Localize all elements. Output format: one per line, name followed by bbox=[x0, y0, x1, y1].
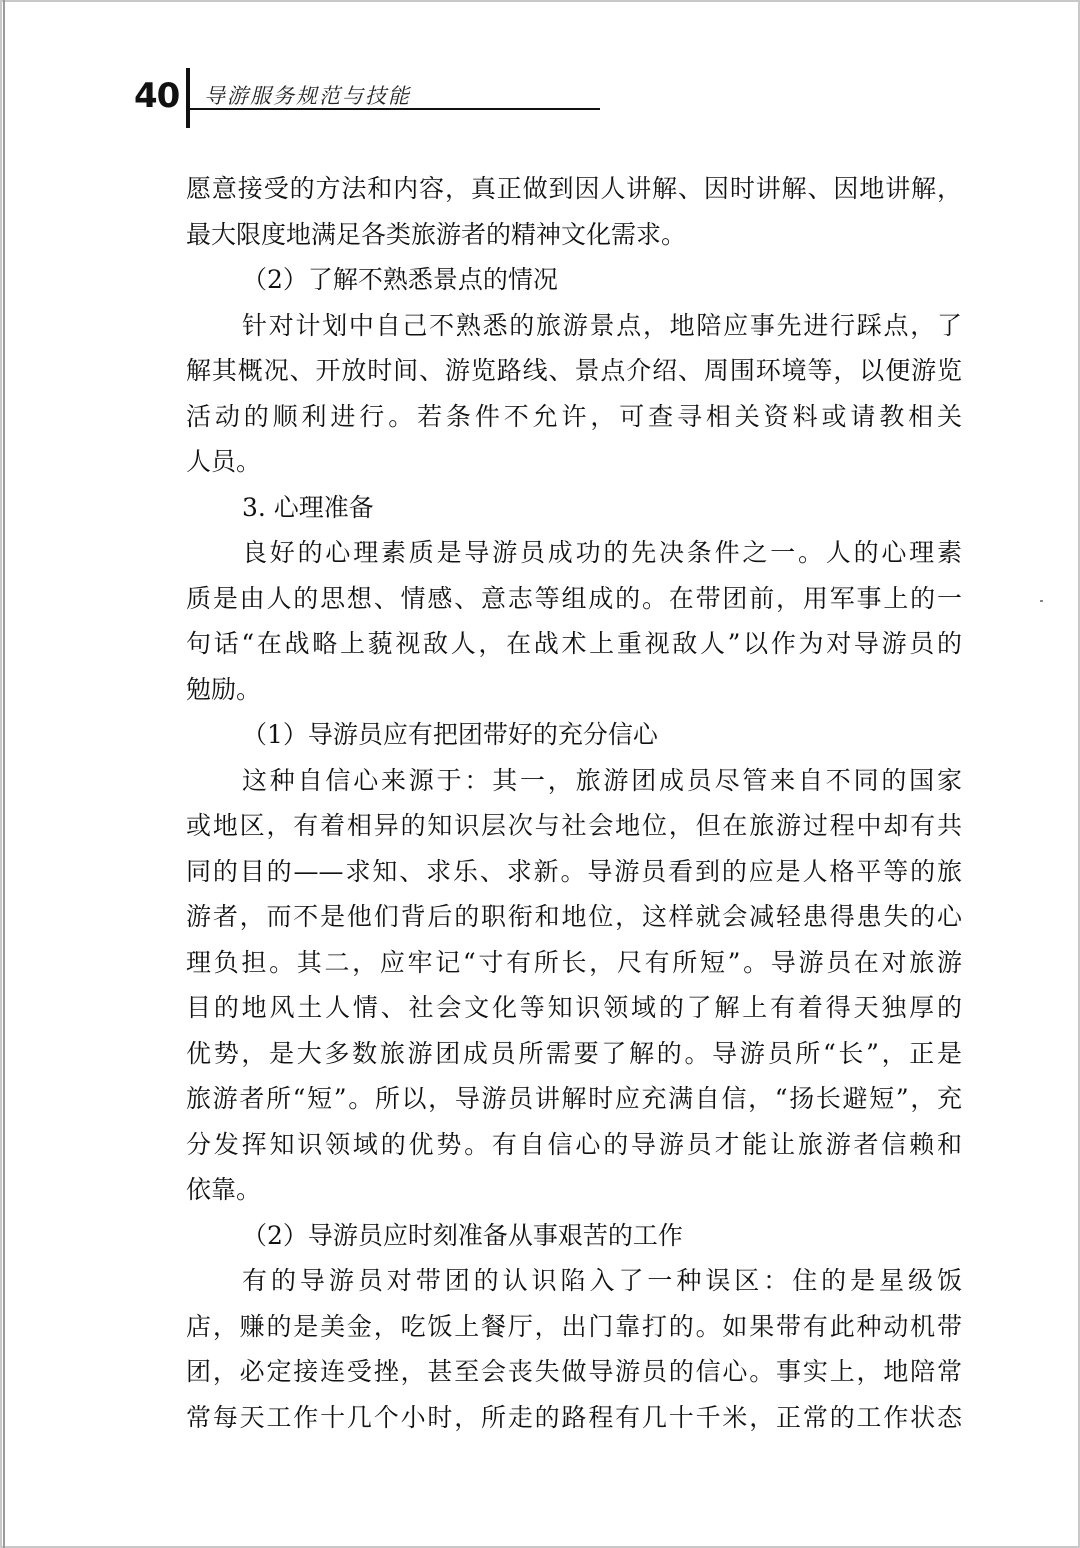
scan-speck bbox=[1040, 600, 1043, 602]
paragraph-first-line: 良好的心理素质是导游员成功的先决条件之一。人的心理素 bbox=[242, 538, 962, 567]
paragraph-first-line: 针对计划中自己不熟悉的旅游景点，地陪应事先进行踩点，了 bbox=[242, 310, 962, 340]
text-line: 活动的顺利进行。若条件不允许，可查寻相关资料或请教相关 bbox=[186, 401, 962, 431]
text-line: 解其概况、开放时间、游览路线、景点介绍、周围环境等，以便游览 bbox=[186, 356, 962, 385]
text-line: 人员。 bbox=[186, 447, 262, 476]
text-line: 依靠。 bbox=[186, 1175, 262, 1204]
text-line: 优势，是大多数旅游团成员所需要了解的。导游员所“长”，正是 bbox=[186, 1038, 962, 1068]
text-line: 勉励。 bbox=[186, 674, 262, 704]
body-text bbox=[186, 166, 962, 1440]
text-line: 旅游者所“短”。所以，导游员讲解时应充满自信，“扬长避短”，充 bbox=[186, 1084, 962, 1113]
text-line: 目的地风土人情、社会文化等知识领域的了解上有着得天独厚的 bbox=[186, 993, 962, 1022]
subsection-heading: （1）导游员应有把团带好的充分信心 bbox=[242, 720, 658, 749]
text-line: 店，赚的是美金，吃饭上餐厅，出门靠打的。如果带有此种动机带 bbox=[186, 1311, 962, 1341]
header-underline bbox=[188, 108, 600, 110]
text-line: 愿意接受的方法和内容，真正做到因人讲解、因时讲解、因地讲解， bbox=[186, 174, 962, 203]
text-line: 分发挥知识领域的优势。有自信心的导游员才能让旅游者信赖和 bbox=[186, 1129, 962, 1159]
running-header bbox=[0, 0, 1080, 140]
section-heading: 3. 心理准备 bbox=[242, 492, 374, 522]
page-number: 40 bbox=[134, 76, 180, 116]
header-vertical-rule bbox=[186, 68, 190, 128]
text-line: 句话“在战略上藐视敌人，在战术上重视敌人”以作为对导游员的 bbox=[186, 629, 962, 658]
paragraph-first-line: 有的导游员对带团的认识陷入了一种误区：住的是星级饭 bbox=[242, 1266, 962, 1295]
subsection-heading: （2）了解不熟悉景点的情况 bbox=[242, 265, 558, 294]
book-title: 导游服务规范与技能 bbox=[204, 84, 411, 108]
subsection-heading: （2）导游员应时刻准备从事艰苦的工作 bbox=[242, 1220, 683, 1250]
text-line: 理负担。其二，应牢记“寸有所长，尺有所短”。导游员在对旅游 bbox=[186, 947, 962, 977]
text-line: 或地区，有着相异的知识层次与社会地位，但在旅游过程中却有共 bbox=[186, 811, 962, 840]
text-line: 同的目的——求知、求乐、求新。导游员看到的应是人格平等的旅 bbox=[186, 856, 962, 886]
text-line: 游者，而不是他们背后的职衔和地位，这样就会减轻患得患失的心 bbox=[186, 902, 962, 931]
text-line: 质是由人的思想、情感、意志等组成的。在带团前，用军事上的一 bbox=[186, 583, 962, 613]
page-edge-shadow bbox=[3, 0, 5, 1548]
text-line: 团，必定接连受挫，甚至会丧失做导游员的信心。事实上，地陪常 bbox=[186, 1357, 962, 1386]
text-line: 最大限度地满足各类旅游者的精神文化需求。 bbox=[186, 219, 687, 249]
paragraph-first-line: 这种自信心来源于：其一，旅游团成员尽管来自不同的国家 bbox=[242, 765, 962, 795]
text-line: 常每天工作十几个小时，所走的路程有几十千米，正常的工作状态 bbox=[186, 1402, 962, 1432]
